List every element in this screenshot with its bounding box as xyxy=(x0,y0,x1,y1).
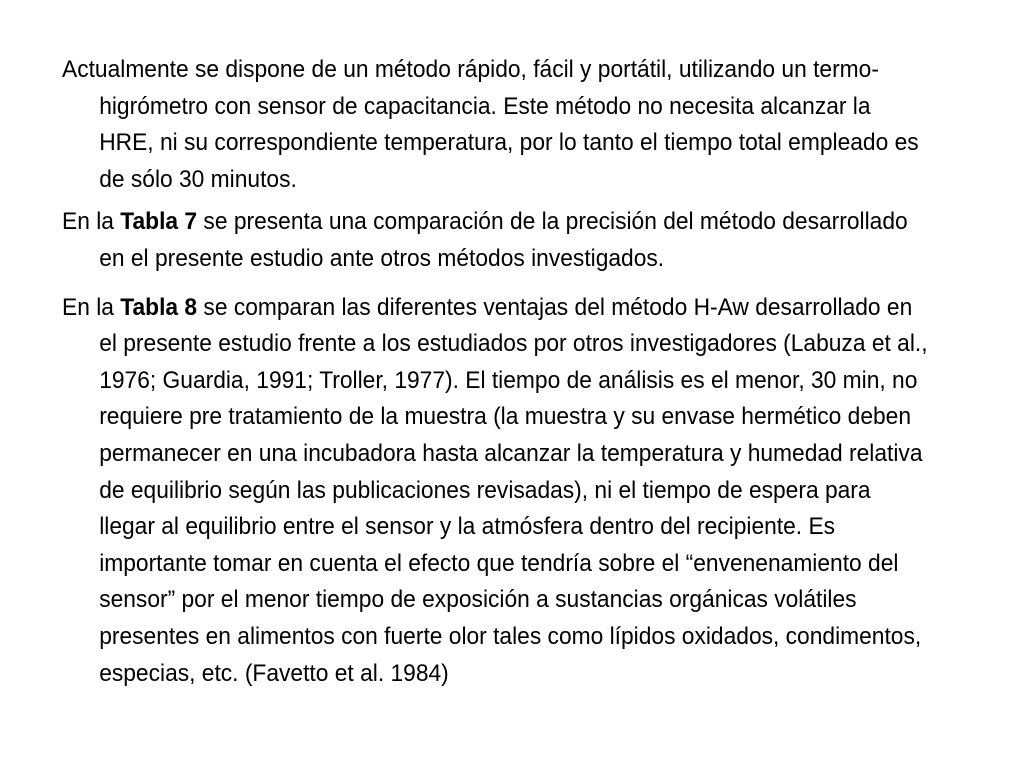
table-7-reference: Tabla 7 xyxy=(120,208,198,236)
paragraph-2-prefix: En la xyxy=(62,208,121,236)
paragraph-1-text: Actualmente se dispone de un método rápido, fácil y portátil, utilizando un termo-higrómetro con sensor de capacitancia. Este método no necesita alcanzar la HRE, ni su correspondiente temperatura, por lo tanto el tiempo total empleado es de sólo 30 minutos. xyxy=(62,56,919,193)
paragraph-table-8 xyxy=(62,290,931,693)
paragraph-table-7 xyxy=(62,204,931,277)
paragraph-2-text: se presenta una comparación de la precisión del método desarrollado en el presente estudio ante otros métodos investigados. xyxy=(99,208,908,272)
paragraph-3-text: se comparan las diferentes ventajas del método H-Aw desarrollado en el presente estudio frente a los estudiados por otros investigadores (Labuza et al., 1976; Guardia, 1991; Troller, 1977). El tiempo de análisis es el menor, 30 min, no requiere pre tratamiento de la muestra (la muestra y su envase hermético deben permanecer en una incubadora hasta alcanzar la temperatura y humedad relativa de equilibrio según las publicaciones revisadas), ni el tiempo de espera para llegar al equilibrio entre el sensor y la atmósfera dentro del recipiente. Es importante tomar en cuenta el efecto que tendría sobre el “envenenamiento del sensor” por el menor tiempo de exposición a sustancias orgánicas volátiles presentes en alimentos con fuerte olor tales como lípidos oxidados, condimentos, especias, etc. (Favetto et al. 1984) xyxy=(99,293,928,687)
slide-body xyxy=(62,52,931,692)
paragraph-method-description xyxy=(62,52,931,198)
table-8-reference: Tabla 8 xyxy=(120,293,198,321)
paragraph-3-prefix: En la xyxy=(62,293,121,321)
